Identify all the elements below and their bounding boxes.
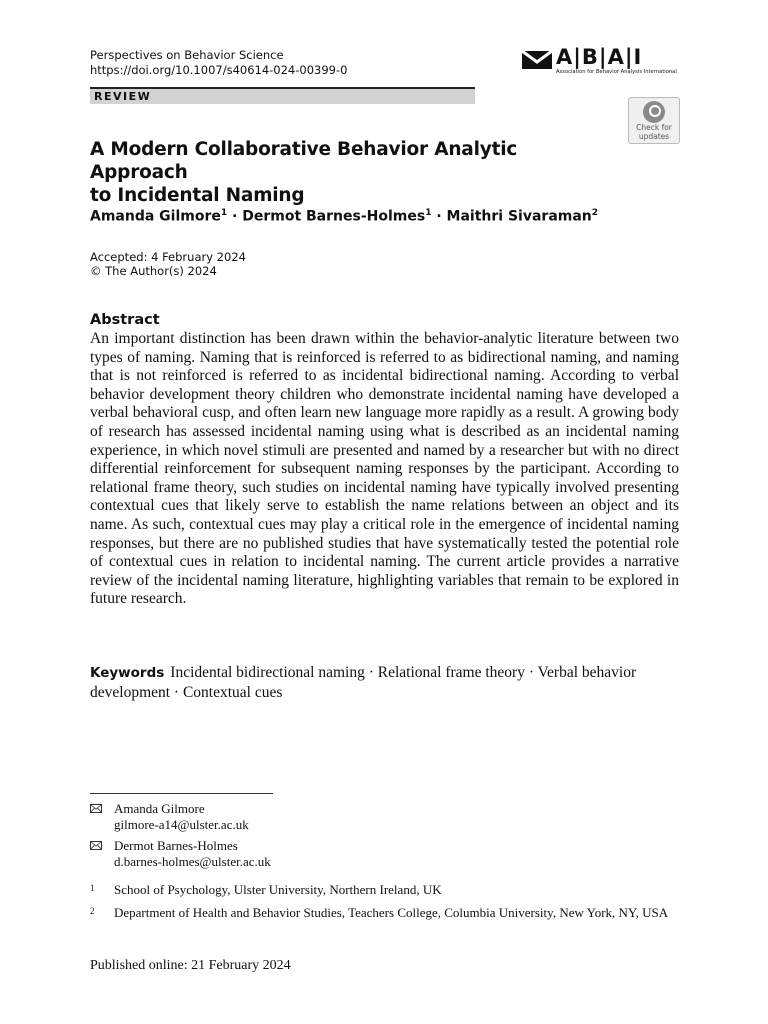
author-separator: · (431, 208, 447, 225)
published-online: Published online: 21 February 2024 (90, 958, 291, 973)
affiliation-number: 2 (90, 906, 95, 916)
abai-logo (520, 45, 680, 79)
affiliation-entry (90, 882, 680, 898)
doi-link[interactable]: https://doi.org/10.1007/s40614-024-00399-0 (90, 63, 348, 77)
affiliation-number: 1 (90, 883, 95, 893)
title-line-1: A Modern Collaborative Behavior Analytic Approach (90, 139, 518, 183)
envelope-icon (90, 804, 102, 813)
article-title (90, 138, 610, 207)
author-affiliation-mark: 1 (425, 208, 432, 218)
author-affiliation-mark: 1 (220, 208, 228, 218)
contact-email[interactable]: gilmore-a14@ulster.ac.uk (114, 817, 249, 832)
copyright: © The Author(s) 2024 (90, 264, 217, 278)
contact-name: Amanda Gilmore (114, 801, 205, 816)
section-label: REVIEW (94, 90, 152, 103)
check-updates-line2: updates (638, 132, 670, 141)
author-name[interactable]: Maithri Sivaraman (446, 208, 592, 225)
accepted-date: Accepted: 4 February 2024 (90, 250, 246, 264)
affiliation-entry (90, 905, 680, 937)
journal-header (90, 48, 347, 78)
footnote-rule (90, 793, 273, 794)
author-name[interactable]: Dermot Barnes-Holmes (242, 208, 426, 225)
contact-entry (90, 801, 680, 833)
title-line-2: to Incidental Naming (90, 185, 305, 206)
keywords-section (90, 663, 679, 702)
author-name[interactable]: Amanda Gilmore (90, 208, 221, 225)
check-updates-icon (643, 101, 665, 123)
affiliation-text: School of Psychology, Ulster University, Northern Ireland, UK (114, 882, 442, 897)
author-separator: · (227, 208, 243, 225)
author-affiliation-mark: 2 (591, 208, 599, 218)
journal-name: Perspectives on Behavior Science (90, 48, 284, 62)
abstract-text: An important distinction has been drawn within the behavior-analytic literature between two types of naming. Naming that is reinforced is referred to as bidirectional naming, and naming that is not reinforced is referred to as incidental bidirectional naming. According to verbal behavior development theory children who demonstrate incidental naming have developed a verbal behavioral cusp, and often learn new language more rapidly as a result. A growing body of research has assessed incidental naming using what is described as an incidental naming experience, in which novel stimuli are presented and named by a researcher but with no direct differential reinforcement for subsequent naming responses by the participant. According to relational frame theory, such studies on incidental naming have typically involved presenting contextual cues that likely serve to establish the name relations between an object and its name. As such, contextual cues may play a critical role in the emergence of incidental naming responses, but there are no published studies that have systematically tested the potential role of contextual cues in relation to incidental naming. The current article provides a narrative review of the incidental naming literature, highlighting variables that remain to be explored in future research. (90, 330, 679, 608)
contact-name: Dermot Barnes-Holmes (114, 838, 238, 853)
envelope-icon (90, 841, 102, 850)
keywords-text: Incidental bidirectional naming · Relational frame theory · Verbal behavior development · Contextual cues (90, 664, 637, 701)
contact-email[interactable]: d.barnes-holmes@ulster.ac.uk (114, 854, 271, 869)
keywords-label: Keywords (90, 665, 165, 681)
affiliation-text: Department of Health and Behavior Studies, Teachers College, Columbia University, New York, NY, USA (114, 905, 669, 920)
abai-bird-icon (520, 47, 554, 73)
logo-subtitle: Association for Behavior Analysis International (556, 69, 677, 75)
author-list (90, 208, 598, 225)
abstract-heading: Abstract (90, 312, 160, 328)
check-updates-line1: Check for (636, 123, 672, 132)
contact-entry (90, 838, 680, 870)
article-dates (90, 250, 246, 278)
logo-letters: A|B|A|I (556, 45, 643, 69)
check-for-updates-badge[interactable] (628, 97, 680, 144)
